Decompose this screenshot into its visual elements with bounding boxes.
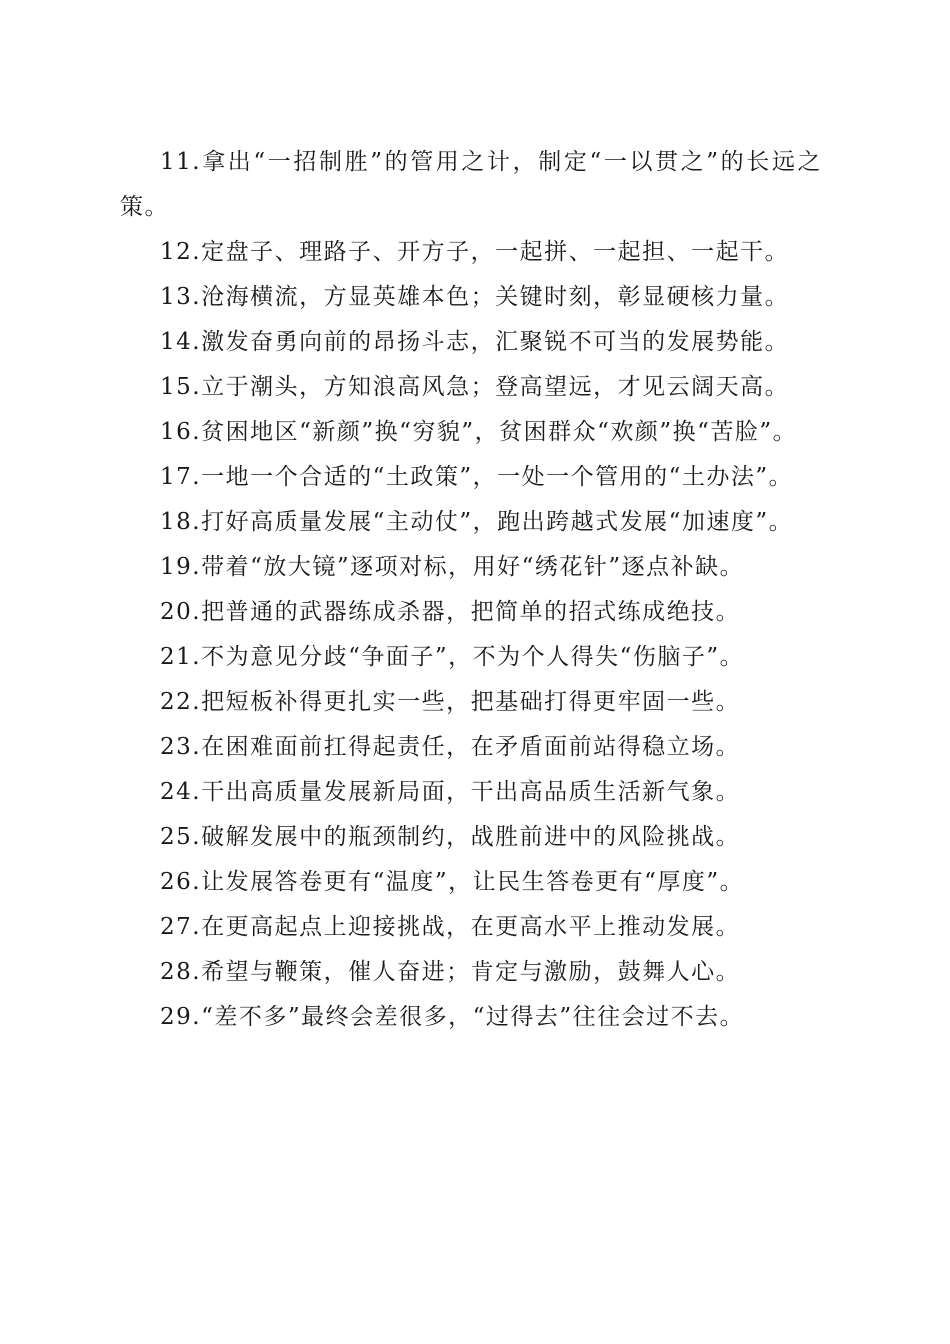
- list-item-11: 11.拿出“一招制胜”的管用之计，制定“一以贯之”的长远之策。: [120, 149, 822, 220]
- list-item-20: 20.把普通的武器练成杀器，把简单的招式练成绝技。: [160, 599, 741, 625]
- list-item-15: 15.立于潮头，方知浪高风急；登高望远，才见云阔天高。: [160, 374, 790, 400]
- list-item-18: 18.打好高质量发展“主动仗”，跑出跨越式发展“加速度”。: [160, 509, 794, 535]
- list-item-23: 23.在困难面前扛得起责任，在矛盾面前站得稳立场。: [160, 734, 741, 760]
- list-item-14: 14.激发奋勇向前的昂扬斗志，汇聚锐不可当的发展势能。: [160, 329, 790, 355]
- list-item-21: 21.不为意见分歧“争面子”，不为个人得失“伤脑子”。: [160, 644, 745, 670]
- list-item-13: 13.沧海横流，方显英雄本色；关键时刻，彰显硬核力量。: [160, 284, 790, 310]
- numbered-list: [120, 140, 822, 1040]
- list-item-26: 26.让发展答卷更有“温度”，让民生答卷更有“厚度”。: [160, 869, 745, 895]
- list-item-24: 24.干出高质量发展新局面，干出高品质生活新气象。: [160, 779, 741, 805]
- list-item-16: 16.贫困地区“新颜”换“穷貌”，贫困群众“欢颜”换“苦脸”。: [160, 419, 798, 445]
- list-item-28: 28.希望与鞭策，催人奋进；肯定与激励，鼓舞人心。: [160, 959, 741, 985]
- list-item-29: 29.“差不多”最终会差很多，“过得去”往往会过不去。: [160, 1004, 745, 1030]
- list-item-12: 12.定盘子、理路子、开方子，一起拼、一起担、一起干。: [160, 239, 790, 265]
- list-item-19: 19.带着“放大镜”逐项对标，用好“绣花针”逐点补缺。: [160, 554, 745, 580]
- list-item-22: 22.把短板补得更扎实一些，把基础打得更牢固一些。: [160, 689, 741, 715]
- list-item-25: 25.破解发展中的瓶颈制约，战胜前进中的风险挑战。: [160, 824, 741, 850]
- list-item-17: 17.一地一个合适的“土政策”，一处一个管用的“土办法”。: [160, 464, 794, 490]
- list-item-27: 27.在更高起点上迎接挑战，在更高水平上推动发展。: [160, 914, 741, 940]
